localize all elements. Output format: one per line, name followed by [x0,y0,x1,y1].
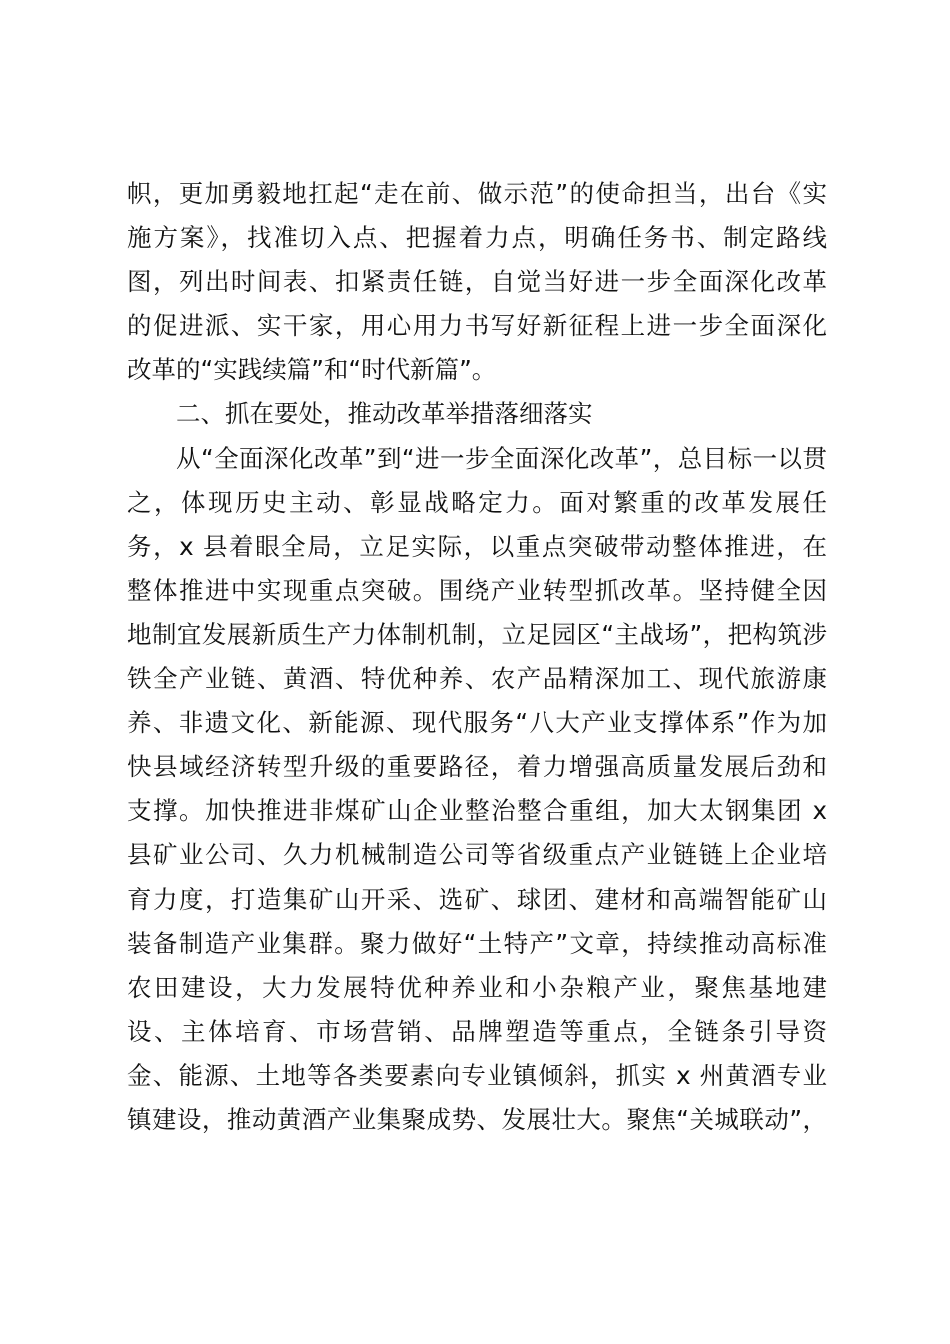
paragraph-2-line: 镇建设，推动黄酒产业集聚成势、发展壮大。聚焦“关城联动”， [127,1104,827,1134]
paragraph-2-line: 整体推进中实现重点突破。围绕产业转型抓改革。坚持健全因 [127,575,827,605]
paragraph-2-line: 快县域经济转型升级的重要路径，着力增强高质量发展后劲和 [127,752,827,782]
paragraph-2-line: 养、非遗文化、新能源、现代服务“八大产业支撑体系”作为加 [127,708,827,738]
paragraph-2-line: 县矿业公司、久力机械制造公司等省级重点产业链链上企业培 [127,840,827,870]
paragraph-2-line: 铁全产业链、黄酒、特优种养、农产品精深加工、现代旅游康 [127,664,827,694]
document-body [127,172,827,1142]
paragraph-1-line: 施方案》，找准切入点、把握着力点，明确任务书、制定路线 [127,223,827,253]
paragraph-2-line: 金、能源、土地等各类要素向专业镇倾斜，抓实 x 州黄酒专业 [127,1060,827,1090]
paragraph-2-line: 设、主体培育、市场营销、品牌塑造等重点，全链条引导资 [127,1016,827,1046]
paragraph-2-line: 农田建设，大力发展特优种养业和小杂粮产业，聚焦基地建 [127,972,827,1002]
paragraph-1-line: 的促进派、实干家，用心用力书写好新征程上进一步全面深化 [127,311,827,341]
paragraph-2-line: 育力度，打造集矿山开采、选矿、球团、建材和高端智能矿山 [127,884,827,914]
paragraph-1-line: 图，列出时间表、扣紧责任链，自觉当好进一步全面深化改革 [127,267,827,297]
paragraph-2-line: 地制宜发展新质生产力体制机制，立足园区“主战场”，把构筑涉 [127,619,827,649]
paragraph-2-line: 装备制造产业集群。聚力做好“土特产”文章，持续推动高标准 [127,928,827,958]
paragraph-2-line: 从“全面深化改革”到“进一步全面深化改革”，总目标一以贯 [176,443,827,473]
paragraph-1-line: 改革的“实践续篇”和“时代新篇”。 [127,355,497,385]
paragraph-2-line: 之，体现历史主动、彰显战略定力。面对繁重的改革发展任 [127,487,827,517]
paragraph-2-line: 支撑。加快推进非煤矿山企业整治整合重组，加大太钢集团 x [127,796,827,826]
paragraph-1-line: 帜，更加勇毅地扛起“走在前、做示范”的使命担当，出台《实 [127,179,827,208]
section-heading: 二、抓在要处，推动改革举措落细落实 [176,399,593,429]
paragraph-2-line: 务，x 县着眼全局，立足实际，以重点突破带动整体推进，在 [127,531,827,561]
